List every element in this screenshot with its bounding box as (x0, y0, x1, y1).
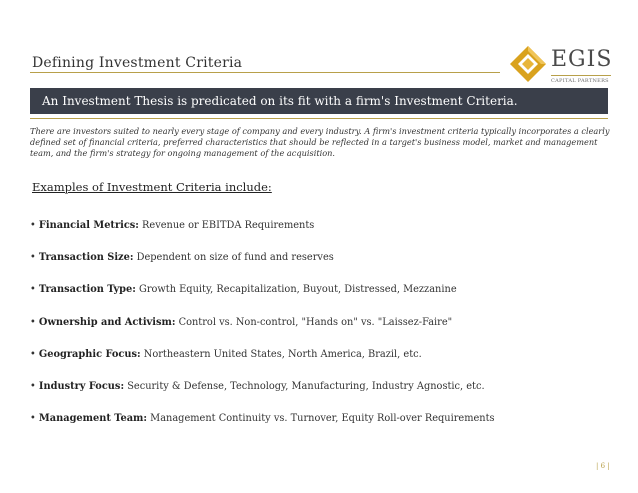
logo-name: EGIS (551, 47, 613, 72)
logo-mark-icon (508, 44, 548, 84)
criteria-label: Management Team: (38, 413, 148, 425)
page-number: | 6 | (596, 462, 610, 470)
criteria-item: • Ownership and Activism: Control vs. Non-control, "Hands on" vs. "Laissez-Faire" (30, 316, 453, 328)
criteria-item: • Financial Metrics: Revenue or EBITDA Requirements (30, 220, 315, 231)
criteria-label: Transaction Type: (38, 284, 136, 296)
criteria-label: Ownership and Activism: (38, 316, 176, 328)
thesis-banner (30, 88, 608, 114)
criteria-item: • Transaction Size: Dependent on size of fund and reserves (30, 252, 334, 264)
title-divider (30, 72, 500, 73)
criteria-text: Revenue or EBITDA Requirements (138, 220, 315, 231)
criteria-item: • Transaction Type: Growth Equity, Recapitalization, Buyout, Distressed, Mezzanine (30, 284, 457, 296)
criteria-label: Financial Metrics: (38, 220, 139, 231)
criteria-item: • Industry Focus: Security & Defense, Technology, Manufacturing, Industry Agnostic, etc. (30, 380, 485, 392)
criteria-text: Management Continuity vs. Turnover, Equity Roll-over Requirements (147, 413, 495, 425)
criteria-label: Transaction Size: (38, 252, 134, 264)
criteria-text: Growth Equity, Recapitalization, Buyout, Distressed, Mezzanine (135, 284, 457, 296)
criteria-text: Security & Defense, Technology, Manufacturing, Industry Agnostic, etc. (124, 380, 485, 392)
egis-logo (508, 44, 616, 88)
criteria-label: Geographic Focus: (38, 348, 141, 360)
criteria-item: • Management Team: Management Continuity vs. Turnover, Equity Roll-over Requirements (30, 413, 495, 425)
criteria-list (30, 220, 620, 445)
page-title: Defining Investment Criteria (32, 55, 243, 71)
criteria-text: Northeastern United States, North America, Brazil, etc. (140, 348, 422, 360)
criteria-text: Dependent on size of fund and reserves (133, 252, 334, 264)
criteria-item: • Geographic Focus: Northeastern United States, North America, Brazil, etc. (30, 348, 422, 360)
intro-paragraph: There are investors suited to nearly every stage of company and every industry. A firm's investment criteria typically incorporates a clearly defined set of financial criteria, preferred characteristics that should be reflected in a target's business model, market and management team, and the firm's strategy for ongoing management of the acquisition. (30, 126, 610, 158)
criteria-label: Industry Focus: (38, 380, 125, 392)
examples-heading: Examples of Investment Criteria include: (32, 180, 272, 194)
logo-subtitle: CAPITAL PARTNERS (551, 75, 611, 84)
banner-divider (30, 118, 608, 119)
banner-text: An Investment Thesis is predicated on its fit with a firm's Investment Criteria. (42, 94, 518, 108)
criteria-text: Control vs. Non-control, "Hands on" vs. "Laissez-Faire" (175, 316, 453, 328)
